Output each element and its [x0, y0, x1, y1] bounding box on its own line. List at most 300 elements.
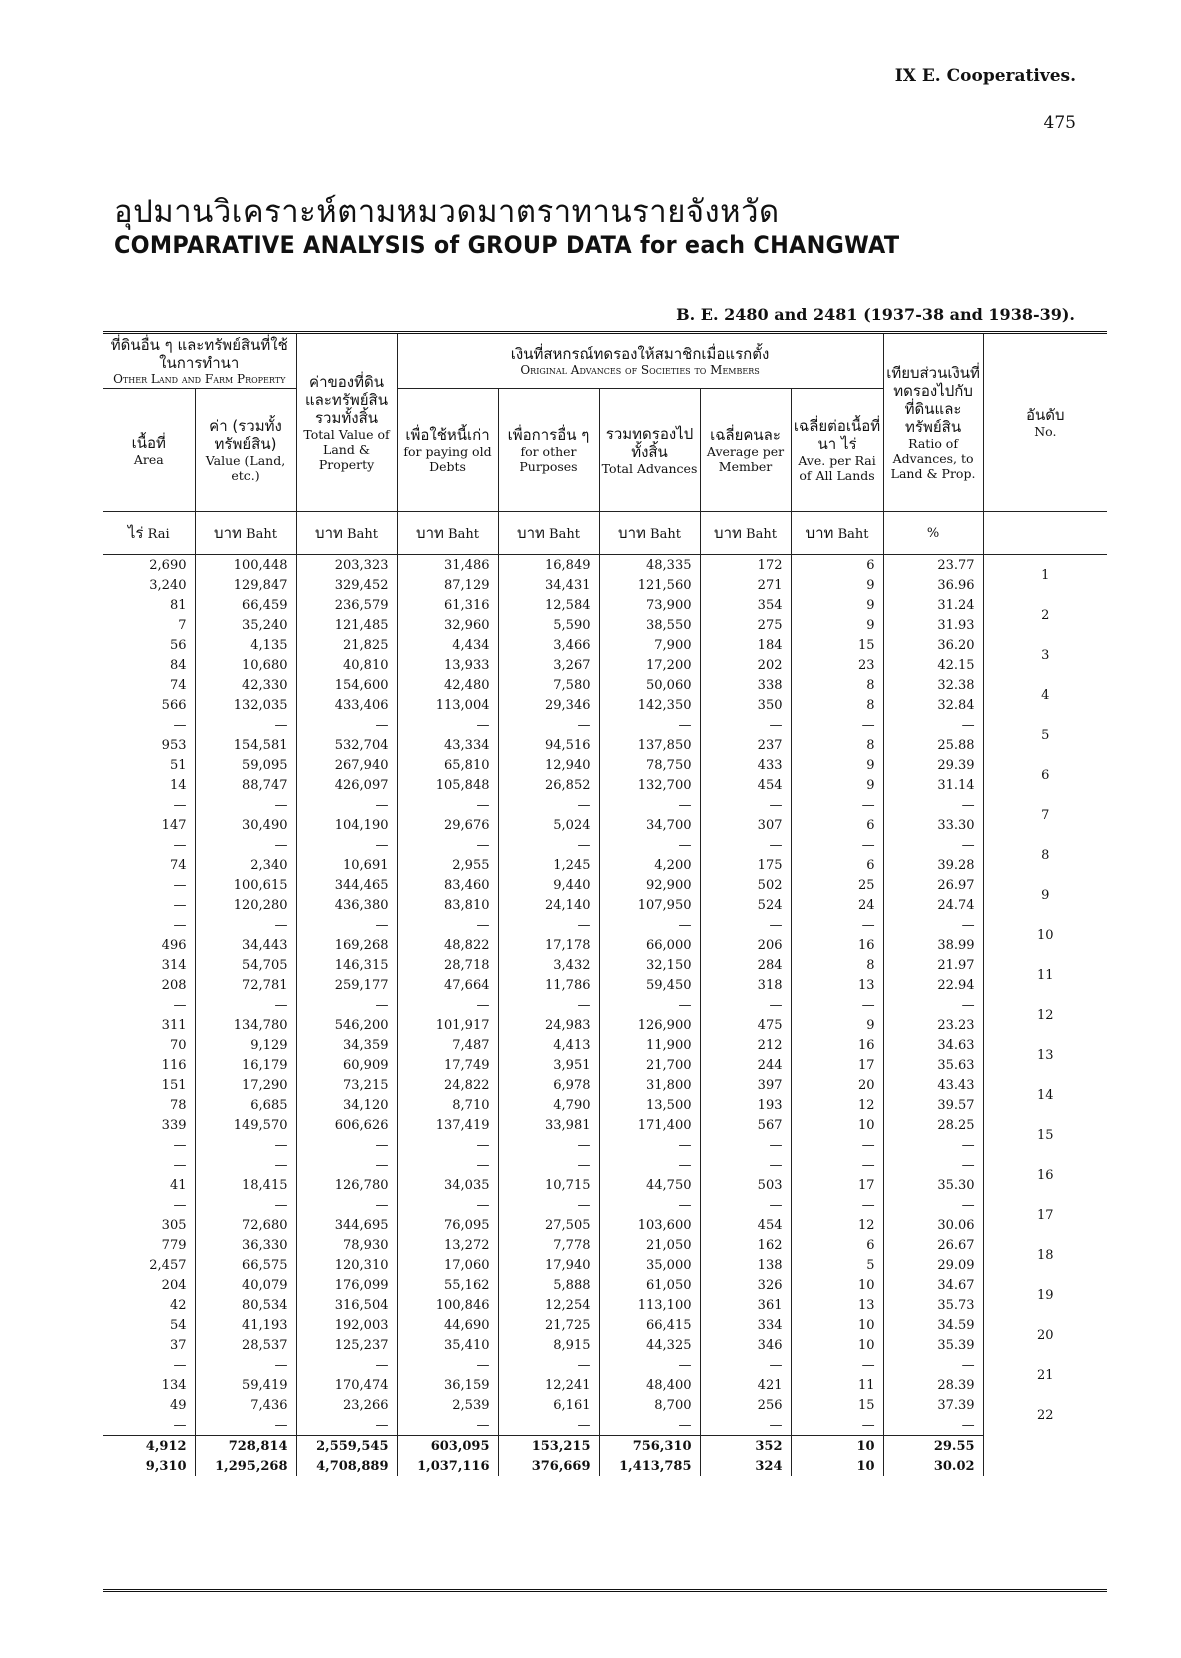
table-body — [103, 512, 1107, 1477]
table-cell: — — [599, 795, 700, 815]
table-cell: 237 — [700, 735, 791, 755]
table-cell: 16 — [791, 1035, 883, 1055]
table-cell: 603,095 — [397, 1436, 498, 1457]
table-cell: 496 — [161, 937, 187, 953]
units-row — [103, 512, 1107, 555]
table-cell: 134 — [161, 1377, 187, 1393]
table-cell: 314 — [161, 957, 187, 973]
table-cell: 66,000 — [599, 935, 700, 955]
table-cell: — — [173, 917, 187, 933]
table-cell: 14 — [169, 777, 187, 793]
table-cell: 17 — [791, 1175, 883, 1195]
table-row — [103, 1175, 1107, 1195]
table-cell: 43,334 — [397, 735, 498, 755]
table-cell: 138 — [700, 1255, 791, 1275]
row-number: 11 — [983, 955, 1107, 995]
table-cell: 17,200 — [599, 655, 700, 675]
table-cell: 35.63 — [883, 1055, 983, 1075]
table-cell: 42.15 — [883, 655, 983, 675]
table-cell: 42,330 — [195, 675, 296, 695]
unit-cell: ไร่ Rai — [103, 512, 195, 555]
table-cell: — — [791, 835, 883, 855]
table-row — [103, 1195, 1107, 1215]
row-number: 21 — [983, 1355, 1107, 1395]
table-cell: 40,079 — [195, 1275, 296, 1295]
table-cell: — — [883, 1135, 983, 1155]
table-cell: 149,570 — [195, 1115, 296, 1135]
table-cell: 50,060 — [599, 675, 700, 695]
table-cell: — — [498, 1415, 599, 1436]
table-cell: 26,852 — [498, 775, 599, 795]
table-cell: 169,268 — [296, 935, 397, 955]
row-number: 15 — [983, 1115, 1107, 1155]
table-cell: — — [599, 835, 700, 855]
row-number: 5 — [983, 715, 1107, 755]
table-cell: 105,848 — [397, 775, 498, 795]
table-cell: 11,900 — [599, 1035, 700, 1055]
table-cell: 206 — [700, 935, 791, 955]
table-cell: 34,431 — [498, 575, 599, 595]
table-cell: 137,419 — [397, 1115, 498, 1135]
table-cell: — — [195, 795, 296, 815]
table-cell: 9 — [791, 1015, 883, 1035]
table-cell: 8 — [791, 955, 883, 975]
table-cell: — — [700, 1195, 791, 1215]
table-cell: 436,380 — [296, 895, 397, 915]
row-number: 6 — [983, 755, 1107, 795]
table-cell: 74 — [169, 677, 187, 693]
table-cell: 26.67 — [883, 1235, 983, 1255]
table-cell: 21,050 — [599, 1235, 700, 1255]
row-number: 14 — [983, 1075, 1107, 1115]
table-cell: — — [791, 795, 883, 815]
table-cell: — — [173, 1137, 187, 1153]
table-row — [103, 615, 1107, 635]
table-cell: 338 — [700, 675, 791, 695]
table-cell: 5,590 — [498, 615, 599, 635]
table-cell: 8,700 — [599, 1395, 700, 1415]
table-cell: — — [397, 1355, 498, 1375]
table-row — [103, 575, 1107, 595]
table-row — [103, 1015, 1107, 1035]
table-cell: 2,690 — [149, 557, 187, 573]
title-thai: อุปมานวิเคราะห์ตามหมวดมาตราทานรายจังหวัด — [114, 194, 780, 230]
table-cell: 9,310 — [145, 1458, 187, 1474]
table-cell: 8 — [791, 675, 883, 695]
table-row — [103, 975, 1107, 995]
table-cell: 66,415 — [599, 1315, 700, 1335]
table-cell: 606,626 — [296, 1115, 397, 1135]
table-cell: — — [700, 1415, 791, 1436]
col-ave-per-rai: เฉลี่ยต่อเนื้อที่นา ไร่ Ave. per Rai of All Lands — [791, 389, 883, 512]
table-cell: — — [700, 1155, 791, 1175]
table-cell: 15 — [791, 1395, 883, 1415]
table-cell: 397 — [700, 1075, 791, 1095]
table-cell: 2,539 — [397, 1395, 498, 1415]
table-row — [103, 735, 1107, 755]
table-cell: — — [599, 1195, 700, 1215]
table-cell: 171,400 — [599, 1115, 700, 1135]
table-cell: 12 — [791, 1095, 883, 1115]
table-row — [103, 1395, 1107, 1415]
table-cell: — — [397, 995, 498, 1015]
table-cell: — — [599, 715, 700, 735]
table-cell: 51 — [169, 757, 187, 773]
table-cell: 6 — [791, 1235, 883, 1255]
table-cell: 203,323 — [296, 555, 397, 576]
table-cell: — — [195, 1155, 296, 1175]
table-cell: — — [700, 1355, 791, 1375]
table-cell: 32.38 — [883, 675, 983, 695]
row-number: 13 — [983, 1035, 1107, 1075]
table-cell: 33,981 — [498, 1115, 599, 1135]
table-cell: 101,917 — [397, 1015, 498, 1035]
table-cell: 31.24 — [883, 595, 983, 615]
table-cell: 87,129 — [397, 575, 498, 595]
table-cell: 7,487 — [397, 1035, 498, 1055]
table-cell: — — [498, 1195, 599, 1215]
table-cell: 80,534 — [195, 1295, 296, 1315]
table-row — [103, 1115, 1107, 1135]
table-cell: 13,500 — [599, 1095, 700, 1115]
table-cell: 39.28 — [883, 855, 983, 875]
table-cell: 31.14 — [883, 775, 983, 795]
table-cell: — — [397, 1195, 498, 1215]
table-cell: 9,129 — [195, 1035, 296, 1055]
table-cell: 142,350 — [599, 695, 700, 715]
table-cell: — — [397, 1415, 498, 1436]
table-cell: 29.39 — [883, 755, 983, 775]
table-cell: 12,940 — [498, 755, 599, 775]
table-cell: 7,436 — [195, 1395, 296, 1415]
table-cell: 316,504 — [296, 1295, 397, 1315]
table-cell: — — [791, 1135, 883, 1155]
table-row — [103, 1275, 1107, 1295]
table-cell: 38,550 — [599, 615, 700, 635]
table-cell: 376,669 — [498, 1456, 599, 1476]
table-cell: 170,474 — [296, 1375, 397, 1395]
table-cell: — — [397, 795, 498, 815]
table-row — [103, 555, 1107, 576]
table-cell: 204 — [161, 1277, 187, 1293]
unit-cell — [983, 512, 1107, 555]
table-cell: — — [883, 1195, 983, 1215]
table-row — [103, 1075, 1107, 1095]
table-cell: 120,280 — [195, 895, 296, 915]
table-row — [103, 895, 1107, 915]
table-cell: — — [173, 897, 187, 913]
table-cell: — — [700, 795, 791, 815]
table-cell: 9 — [791, 775, 883, 795]
table-cell: 6,161 — [498, 1395, 599, 1415]
table-cell: 28,537 — [195, 1335, 296, 1355]
table-cell: — — [700, 995, 791, 1015]
table-cell: 23.23 — [883, 1015, 983, 1035]
table-cell: — — [173, 1197, 187, 1213]
table-cell: — — [498, 835, 599, 855]
table-cell: 132,700 — [599, 775, 700, 795]
table-cell: — — [296, 1135, 397, 1155]
table-cell: 13 — [791, 975, 883, 995]
table-cell: 125,237 — [296, 1335, 397, 1355]
table-cell: 344,465 — [296, 875, 397, 895]
table-cell: 42 — [169, 1297, 187, 1313]
table-cell: 65,810 — [397, 755, 498, 775]
table-cell: 36.20 — [883, 635, 983, 655]
table-row — [103, 815, 1107, 835]
table-row — [103, 955, 1107, 975]
table-row — [103, 1295, 1107, 1315]
table-cell: — — [599, 1155, 700, 1175]
table-cell: 532,704 — [296, 735, 397, 755]
table-cell: 33.30 — [883, 815, 983, 835]
table-cell: 59,419 — [195, 1375, 296, 1395]
row-number: 19 — [983, 1275, 1107, 1315]
table-cell: 318 — [700, 975, 791, 995]
table-cell: — — [791, 1415, 883, 1436]
table-cell: 44,750 — [599, 1175, 700, 1195]
table-cell: 83,810 — [397, 895, 498, 915]
table-cell: 5 — [791, 1255, 883, 1275]
table-cell: 212 — [700, 1035, 791, 1055]
table-cell: — — [599, 1415, 700, 1436]
table-cell: — — [599, 1135, 700, 1155]
table-cell: 137,850 — [599, 735, 700, 755]
table-cell: — — [296, 1415, 397, 1436]
table-cell: 2,340 — [195, 855, 296, 875]
table-cell: 24,140 — [498, 895, 599, 915]
table-cell: 202 — [700, 655, 791, 675]
table-cell: — — [195, 1355, 296, 1375]
table-cell: — — [791, 1155, 883, 1175]
table-cell: 244 — [700, 1055, 791, 1075]
table-cell: 8 — [791, 695, 883, 715]
table-cell: — — [599, 995, 700, 1015]
table-cell: 34,035 — [397, 1175, 498, 1195]
table-cell: 421 — [700, 1375, 791, 1395]
unit-cell: บาท Baht — [791, 512, 883, 555]
table-cell: — — [791, 715, 883, 735]
table-cell: 16,179 — [195, 1055, 296, 1075]
table-cell: 32,150 — [599, 955, 700, 975]
table-row — [103, 775, 1107, 795]
table-cell: — — [296, 835, 397, 855]
table-cell: 35.73 — [883, 1295, 983, 1315]
table-cell: 35,000 — [599, 1255, 700, 1275]
table-cell: 25.88 — [883, 735, 983, 755]
row-number: 8 — [983, 835, 1107, 875]
table-cell: — — [883, 1355, 983, 1375]
unit-cell: บาท Baht — [397, 512, 498, 555]
table-cell: — — [883, 795, 983, 815]
table-cell: 9 — [791, 575, 883, 595]
col-value: ค่า (รวมทั้งทรัพย์สิน) Value (Land, etc.) — [195, 389, 296, 512]
table-row — [103, 715, 1107, 735]
table-cell: 361 — [700, 1295, 791, 1315]
table-cell: 267,940 — [296, 755, 397, 775]
table-cell: 35,410 — [397, 1335, 498, 1355]
table-cell: — — [498, 995, 599, 1015]
row-number: 10 — [983, 915, 1107, 955]
table-row — [103, 1355, 1107, 1375]
table-cell: 16 — [791, 935, 883, 955]
table-row — [103, 855, 1107, 875]
table-cell: 100,846 — [397, 1295, 498, 1315]
table-cell: 47,664 — [397, 975, 498, 995]
table-cell: 10 — [791, 1115, 883, 1135]
row-number: 17 — [983, 1195, 1107, 1235]
table-cell: — — [791, 995, 883, 1015]
table-cell: 17,060 — [397, 1255, 498, 1275]
table-cell: 13 — [791, 1295, 883, 1315]
table-cell: 21,725 — [498, 1315, 599, 1335]
table-cell: 72,781 — [195, 975, 296, 995]
table-cell: 11,786 — [498, 975, 599, 995]
table-cell: 6 — [791, 855, 883, 875]
row-number: 22 — [983, 1395, 1107, 1436]
table-row — [103, 995, 1107, 1015]
table-cell: — — [103, 1415, 195, 1436]
table-cell: 27,505 — [498, 1215, 599, 1235]
table-cell: 5,888 — [498, 1275, 599, 1295]
table-cell: — — [397, 915, 498, 935]
table-row — [103, 875, 1107, 895]
table-cell: 17 — [791, 1055, 883, 1075]
table-row — [103, 755, 1107, 775]
table-cell: 61,316 — [397, 595, 498, 615]
table-cell: 24.74 — [883, 895, 983, 915]
table-cell: — — [498, 1135, 599, 1155]
table-cell: 30,490 — [195, 815, 296, 835]
table-row — [103, 1415, 1107, 1436]
table-cell: 5,024 — [498, 815, 599, 835]
table-cell: 566 — [161, 697, 187, 713]
table-row — [103, 675, 1107, 695]
table-cell: 103,600 — [599, 1215, 700, 1235]
table-cell: 503 — [700, 1175, 791, 1195]
table-cell: 151 — [161, 1077, 187, 1093]
table-cell: 29.55 — [883, 1436, 983, 1457]
table-cell: 35.39 — [883, 1335, 983, 1355]
table-cell: 6 — [791, 555, 883, 576]
table-cell: 59,450 — [599, 975, 700, 995]
table-row — [103, 695, 1107, 715]
table-cell: 193 — [700, 1095, 791, 1115]
table-cell: 12,584 — [498, 595, 599, 615]
table-cell: 339 — [161, 1117, 187, 1133]
table-cell: 524 — [700, 895, 791, 915]
table-cell: 48,822 — [397, 935, 498, 955]
table-cell: 3,466 — [498, 635, 599, 655]
table-cell: — — [173, 837, 187, 853]
table-cell: 307 — [700, 815, 791, 835]
table-cell: 154,581 — [195, 735, 296, 755]
row-number: 2 — [983, 595, 1107, 635]
table-cell: 154,600 — [296, 675, 397, 695]
table-cell: 21,825 — [296, 635, 397, 655]
table-cell: 13,272 — [397, 1235, 498, 1255]
table-cell: — — [296, 715, 397, 735]
table-cell: — — [498, 915, 599, 935]
table-cell: 7,778 — [498, 1235, 599, 1255]
table-cell: 120,310 — [296, 1255, 397, 1275]
table-row — [103, 915, 1107, 935]
table-cell: — — [195, 1195, 296, 1215]
table-cell: — — [700, 715, 791, 735]
table-cell: 70 — [169, 1037, 187, 1053]
table-cell: 107,950 — [599, 895, 700, 915]
table-cell: 305 — [161, 1217, 187, 1233]
table-cell: 116 — [161, 1057, 187, 1073]
table-cell: 23.77 — [883, 555, 983, 576]
table-cell: 94,516 — [498, 735, 599, 755]
table-cell: 433,406 — [296, 695, 397, 715]
table-cell: 3,267 — [498, 655, 599, 675]
table-cell: 104,190 — [296, 815, 397, 835]
table-cell: 113,004 — [397, 695, 498, 715]
table-cell: — — [397, 1135, 498, 1155]
table-row — [103, 1335, 1107, 1355]
table-cell: 78,930 — [296, 1235, 397, 1255]
table-row — [103, 1315, 1107, 1335]
table-cell: 192,003 — [296, 1315, 397, 1335]
table-cell: — — [195, 715, 296, 735]
data-table — [103, 334, 1107, 1476]
table-cell: — — [296, 1155, 397, 1175]
table-cell: 18,415 — [195, 1175, 296, 1195]
table-cell: 7,900 — [599, 635, 700, 655]
unit-cell: บาท Baht — [498, 512, 599, 555]
table-cell: 2,559,545 — [296, 1436, 397, 1457]
table-cell: — — [791, 1355, 883, 1375]
table-cell: 129,847 — [195, 575, 296, 595]
table-cell: 17,940 — [498, 1255, 599, 1275]
table-cell: 41,193 — [195, 1315, 296, 1335]
table-cell: 35,240 — [195, 615, 296, 635]
table-cell: 30.06 — [883, 1215, 983, 1235]
table-cell: 756,310 — [599, 1436, 700, 1457]
table-cell: 8,915 — [498, 1335, 599, 1355]
table-cell: 9 — [791, 615, 883, 635]
table-cell: 25 — [791, 875, 883, 895]
table-cell: 352 — [700, 1436, 791, 1457]
table-cell: 34.67 — [883, 1275, 983, 1295]
table-cell: 54 — [169, 1317, 187, 1333]
table-cell: 17,749 — [397, 1055, 498, 1075]
table-cell: 311 — [161, 1017, 187, 1033]
row-number: 18 — [983, 1235, 1107, 1275]
table-cell: 426,097 — [296, 775, 397, 795]
table-cell: — — [173, 717, 187, 733]
table-cell: 256 — [700, 1395, 791, 1415]
table-cell: 4,708,889 — [296, 1456, 397, 1476]
table-cell: 61,050 — [599, 1275, 700, 1295]
table-cell: 54,705 — [195, 955, 296, 975]
table-cell: 271 — [700, 575, 791, 595]
table-cell: 40,810 — [296, 655, 397, 675]
table-cell: 36,159 — [397, 1375, 498, 1395]
table-cell: 259,177 — [296, 975, 397, 995]
unit-cell: บาท Baht — [195, 512, 296, 555]
table-cell: — — [296, 915, 397, 935]
table-cell: 475 — [700, 1015, 791, 1035]
table-cell: — — [498, 1355, 599, 1375]
table-cell: 502 — [700, 875, 791, 895]
table-cell: 17,290 — [195, 1075, 296, 1095]
table-cell: 37.39 — [883, 1395, 983, 1415]
table-cell: 73,215 — [296, 1075, 397, 1095]
table-cell: 3,951 — [498, 1055, 599, 1075]
